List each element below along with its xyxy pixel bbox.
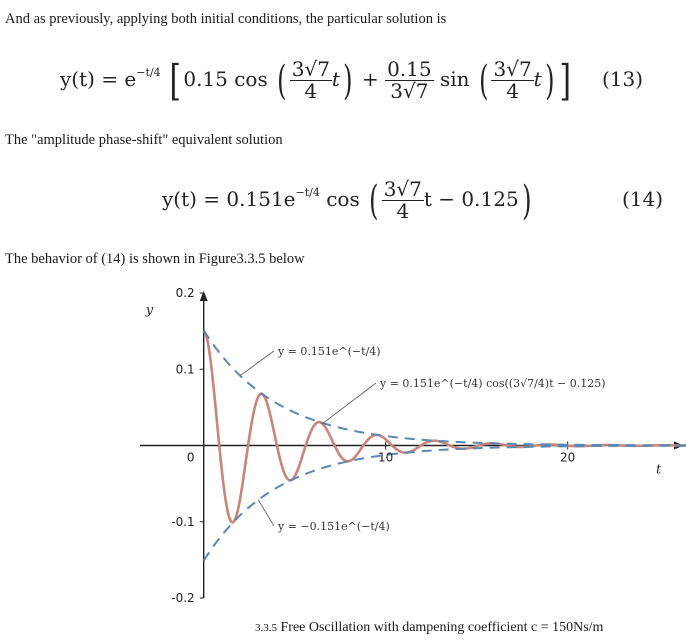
annotation-leader — [322, 383, 376, 424]
eq13-arg2-den: 4 — [506, 79, 519, 103]
eq13-plus: + — [361, 67, 379, 91]
eq14-lhs: y(t) = 0.151e — [162, 187, 296, 211]
x-axis-label: t — [656, 462, 662, 478]
y-tick-label: -0.2 — [171, 591, 195, 605]
eq14-rest: t − 0.125 — [423, 187, 519, 211]
equation-14-number: (14) — [622, 187, 664, 211]
equation-13 — [60, 50, 574, 108]
eq13-exponent: −t/4 — [136, 66, 161, 79]
eq13-paren2-close: ) — [544, 57, 555, 104]
y-tick-label: 0.1 — [175, 362, 195, 377]
eq14-arg-den: 4 — [396, 199, 410, 223]
eq13-arg-fraction — [290, 59, 332, 102]
damped-oscillation-chart — [0, 280, 686, 610]
eq13-arg2-fraction — [491, 59, 533, 102]
eq14-arg-fraction — [382, 179, 424, 222]
eq13-arg-den: 4 — [304, 79, 318, 103]
x-tick-label: 10 — [378, 450, 394, 465]
eq13-lhs: y(t) = e — [60, 67, 137, 91]
x-tick-label: 20 — [560, 450, 576, 465]
origin-label: 0 — [186, 450, 195, 465]
y-axis-label: y — [145, 303, 154, 318]
eq14-arg-num: 3√7 — [383, 177, 422, 201]
eq14-exponent: −t/4 — [295, 186, 320, 199]
eq13-coef1: 0.15 cos — [183, 67, 268, 91]
annotation-leader — [240, 351, 274, 376]
y-tick-label: 0.2 — [175, 286, 195, 300]
annotation-label: y = 0.151e^(−t/4) cos((3√7/4)t − 0.125) — [380, 377, 606, 390]
y-tick-label: -0.1 — [171, 514, 195, 529]
behavior-paragraph: The behavior of (14) is shown in Figure3.3.5 below — [5, 251, 305, 267]
figure-caption-number: 3.3.5 — [255, 622, 277, 634]
solution-curve — [204, 331, 686, 522]
figure-caption — [255, 620, 603, 636]
eq13-arg2-num: 3√7 — [493, 57, 532, 81]
lower-envelope-curve — [204, 446, 686, 561]
eq14-paren-close: ) — [521, 177, 532, 224]
equation-13-number: (13) — [602, 67, 644, 91]
eq13-paren-close: ) — [343, 57, 353, 104]
eq13-coef2-fraction — [385, 59, 434, 102]
eq13-bracket-open: [ — [169, 55, 181, 105]
annotation-label: y = 0.151e^(−t/4) — [278, 345, 381, 358]
annotation-leader — [258, 500, 274, 526]
eq13-bracket-close: ] — [559, 55, 572, 105]
phase-shift-paragraph: The "amplitude phase-shift" equivalent solution — [5, 132, 283, 148]
eq14-paren-open: ( — [369, 177, 379, 224]
figure-caption-text: Free Oscillation with dampening coefficient c = 150Ns/m — [280, 620, 604, 635]
equation-14 — [162, 170, 534, 228]
annotation-label: y = −0.151e^(−t/4) — [278, 520, 390, 533]
eq13-coef2-den: 3√7 — [390, 79, 429, 103]
eq14-fn: cos — [326, 187, 360, 211]
eq13-var2: t — [533, 67, 542, 91]
eq13-var: t — [331, 67, 340, 91]
eq13-coef2-num: 0.15 — [387, 57, 432, 81]
intro-paragraph: And as previously, applying both initial conditions, the particular solution is — [5, 11, 447, 27]
eq13-arg-num: 3√7 — [291, 57, 330, 81]
eq13-paren-open: ( — [277, 57, 287, 104]
eq13-paren2-open: ( — [478, 57, 489, 104]
eq13-fn2: sin — [439, 67, 470, 91]
